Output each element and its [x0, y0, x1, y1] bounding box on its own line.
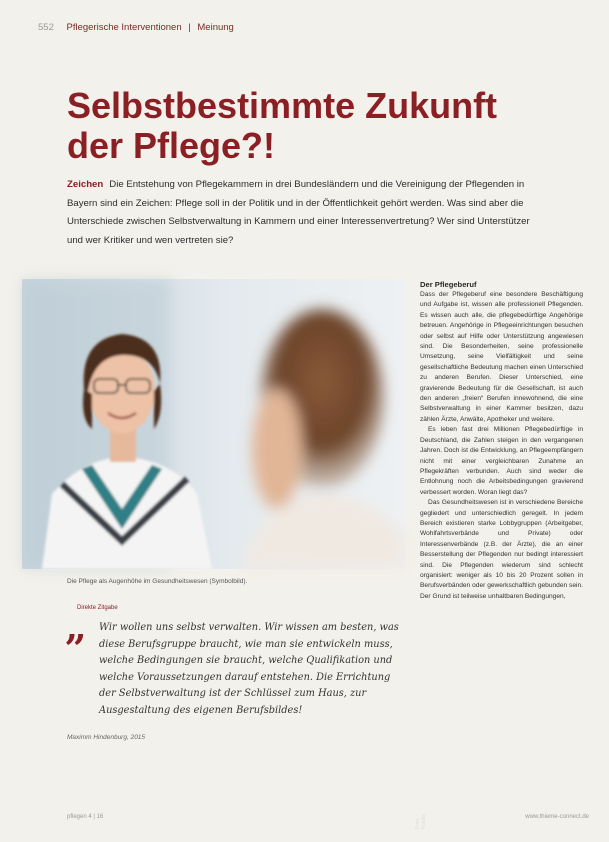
- quote-marks-icon: „: [65, 604, 87, 649]
- lead-paragraph: [67, 176, 539, 250]
- right-column: [420, 279, 583, 602]
- article-title: [67, 86, 547, 166]
- footer-issue: pflegen 4 | 16: [67, 814, 104, 820]
- header-separator: |: [188, 22, 191, 33]
- photo-credit: Foto: Fotolia: [415, 813, 427, 829]
- page-number: 552: [38, 22, 54, 33]
- photo-caption: Die Pflege als Augenhöhe im Gesundheitswesen (Symbolbild).: [67, 578, 248, 585]
- title-line-2: der Pflege?!: [67, 125, 276, 166]
- title-line-1: Selbstbestimmte Zukunft: [67, 85, 498, 126]
- quote-source: Maximm Hindenburg, 2015: [67, 734, 146, 741]
- quote-label: Direkte Zitgabe: [77, 605, 118, 611]
- column-heading: Der Pflegeberuf: [420, 280, 477, 289]
- quote-text: Wir wollen uns selbst verwalten. Wir wissen am besten, was diese Berufsgruppe braucht, wie man sie entwickeln muss, welche Bedingungen sie braucht, welche Qualifikation und welche Voraussetzungen darauf entstehen. Die Errichtung der Selbstverwaltung ist der Schlüssel zum Haus, zur Ausgestaltung des eigenen Berufsbildes!: [99, 622, 399, 716]
- column-paragraph: Es leben fast drei Millionen Pflegebedürftige in Deutschland, die Zahlen steigen in den vergangenen Jahren. Doch ist die Entwicklung, an Pflegeempfängern nicht mit einer vergleichbaren Zunahme an Pflegekräften verbunden. Auch sind weder die Entlohnung noch die Arbeitsbedingungen gravierend verbessert worden. Woran liegt das?: [420, 426, 583, 496]
- footer-website: www.thieme-connect.de: [525, 814, 589, 820]
- lead-keyword: Zeichen: [67, 179, 104, 190]
- category-label: Meinung: [197, 22, 234, 33]
- column-paragraph: Dass der Pflegeberuf eine besondere Beschäftigung und Aufgabe ist, wissen alle professionell Pflegenden. Es wissen auch alle, die pflegebedürftige Angehörige betreuen. Angehörige in Pflegeeinrichtungen besuchen oder selbst auf Hilfe oder Unterstützung angewiesen sind. Die Besonderheiten, seine professionelle Umsetzung, seine Vielfältigkeit und seine gesellschaftliche Bedeutung machen einen Unterschied zu anderen Berufen. Dieser Unterschied, eine gravierende Bedeutung für die Gesellschaft, ist auch den anderen „freien“ Berufen innewohnend, die eine Selbstverwaltung in einer Kammer besitzen, dazu zählen Ärzte, Anwälte, Apotheker und weitere.: [420, 291, 583, 423]
- lead-text: Die Entstehung von Pflegekammern in drei Bundesländern und die Vereinigung der Pflegenden in Bayern sind ein Zeichen: Pflege soll in der Politik und in der Öffentlichkeit gehört werden. Was sind aber die Unterschiede zwischen Selbstverwaltung in Kammern und einer Interessenvertretung? Wer sind Unterstützer und wer Kritiker und wen vertreten sie?: [67, 179, 530, 246]
- running-header: [38, 22, 234, 33]
- column-paragraph: Das Gesundheitswesen ist in verschiedene Bereiche gegliedert und unterschiedlich geregelt. In jedem Bereich existieren starke Lobbygruppen (Arbeitgeber, Wohlfahrtsverbände und Private) oder Interessenverbände (z.B. der Ärzte), die an einer Besserstellung der Pflegenden nur bedingt interessiert sind. Die Pflegenden wiederum sind schlecht organisiert: weniger als 10 bis 20 Prozent sollen in Berufsverbänden oder gewerkschaftlich gebunden sein. Der Grund ist teilweise unhaltbaren Bedingungen,: [420, 499, 583, 600]
- section-label: Pflegerische Interventionen: [66, 22, 182, 33]
- nurse-photo-illustration: [22, 279, 405, 569]
